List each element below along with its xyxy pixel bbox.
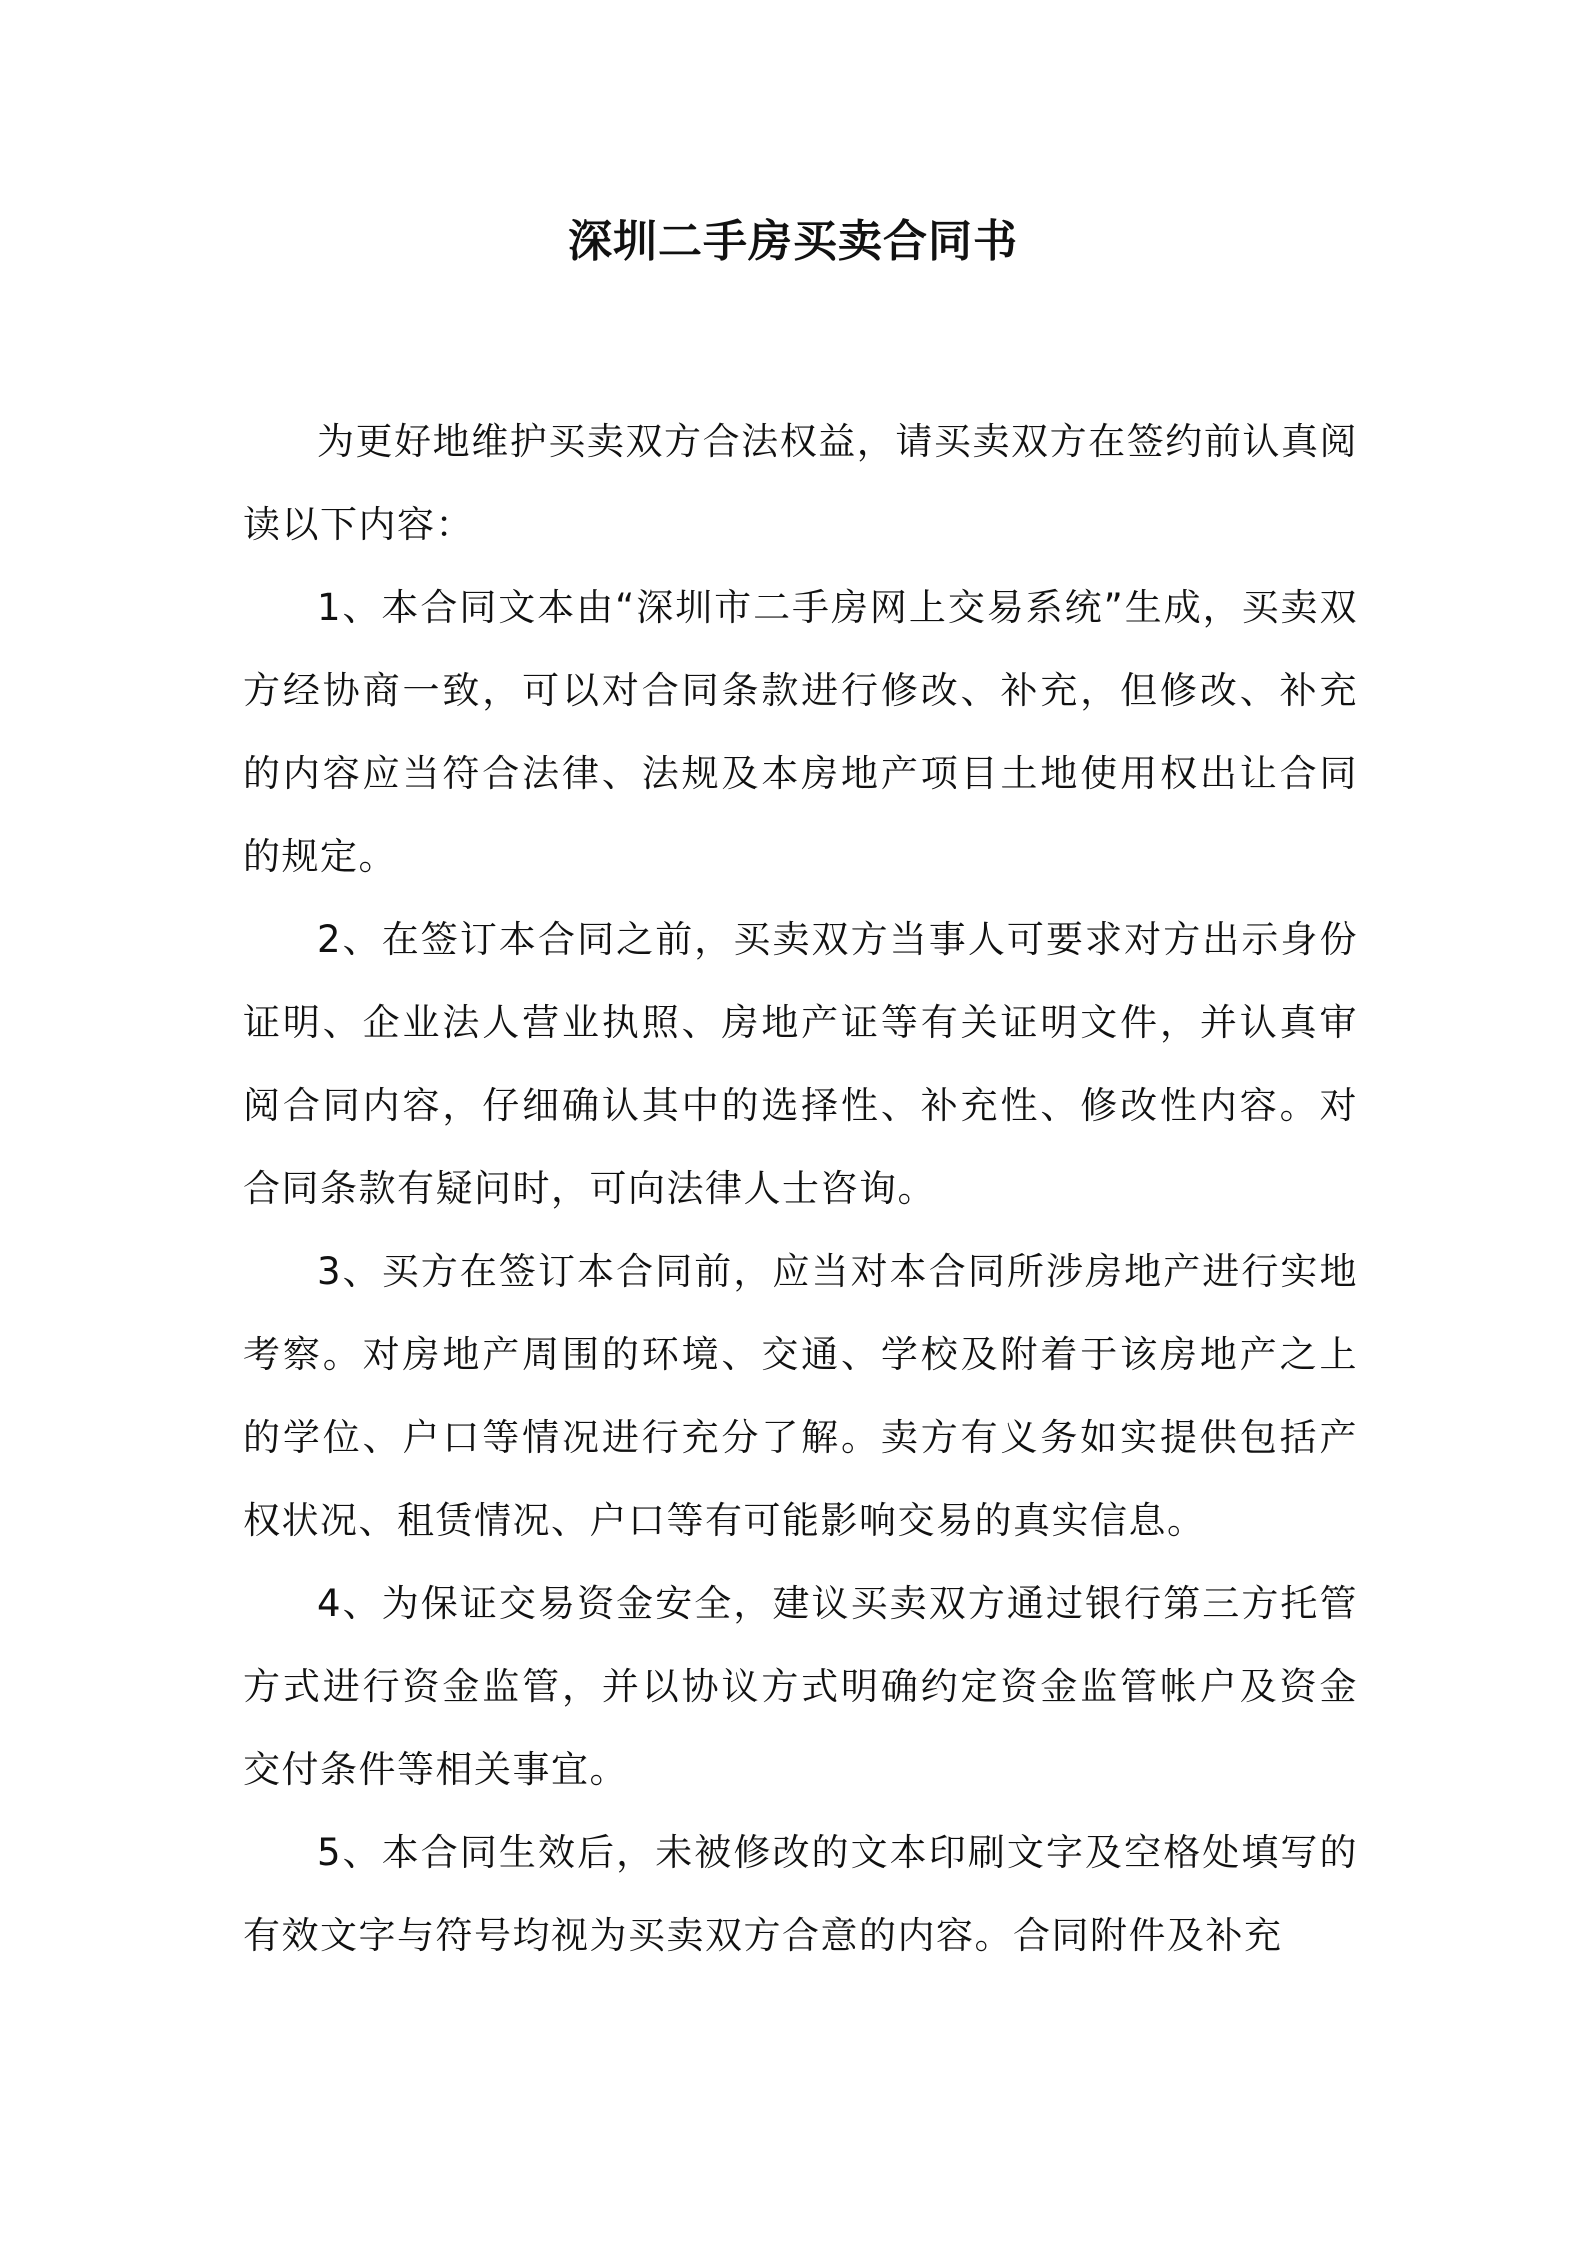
clause-1: 1、本合同文本由“深圳市二手房网上交易系统”生成，买卖双方经协商一致，可以对合同条款进行修改、补充，但修改、补充的内容应当符合法律、法规及本房地产项目土地使用权出让合同的规定。 — [243, 586, 1358, 878]
intro-paragraph: 为更好地维护买卖双方合法权益，请买卖双方在签约前认真阅读以下内容： — [243, 420, 1358, 546]
clause-5: 5、本合同生效后，未被修改的文本印刷文字及空格处填写的有效文字与符号均视为买卖双方合意的内容。合同附件及补充 — [243, 1831, 1358, 1957]
clause-2: 2、在签订本合同之前，买卖双方当事人可要求对方出示身份证明、企业法人营业执照、房地产证等有关证明文件，并认真审阅合同内容，仔细确认其中的选择性、补充性、修改性内容。对合同条款有疑问时，可向法律人士咨询。 — [243, 918, 1358, 1210]
clause-4: 4、为保证交易资金安全，建议买卖双方通过银行第三方托管方式进行资金监管，并以协议方式明确约定资金监管帐户及资金交付条件等相关事宜。 — [243, 1582, 1358, 1791]
document-body — [243, 400, 1358, 1977]
clause-3: 3、买方在签订本合同前，应当对本合同所涉房地产进行实地考察。对房地产周围的环境、交通、学校及附着于该房地产之上的学位、户口等情况进行充分了解。卖方有义务如实提供包括产权状况、租赁情况、户口等有可能影响交易的真实信息。 — [243, 1250, 1358, 1542]
document-title: 深圳二手房买卖合同书 — [568, 216, 1018, 267]
